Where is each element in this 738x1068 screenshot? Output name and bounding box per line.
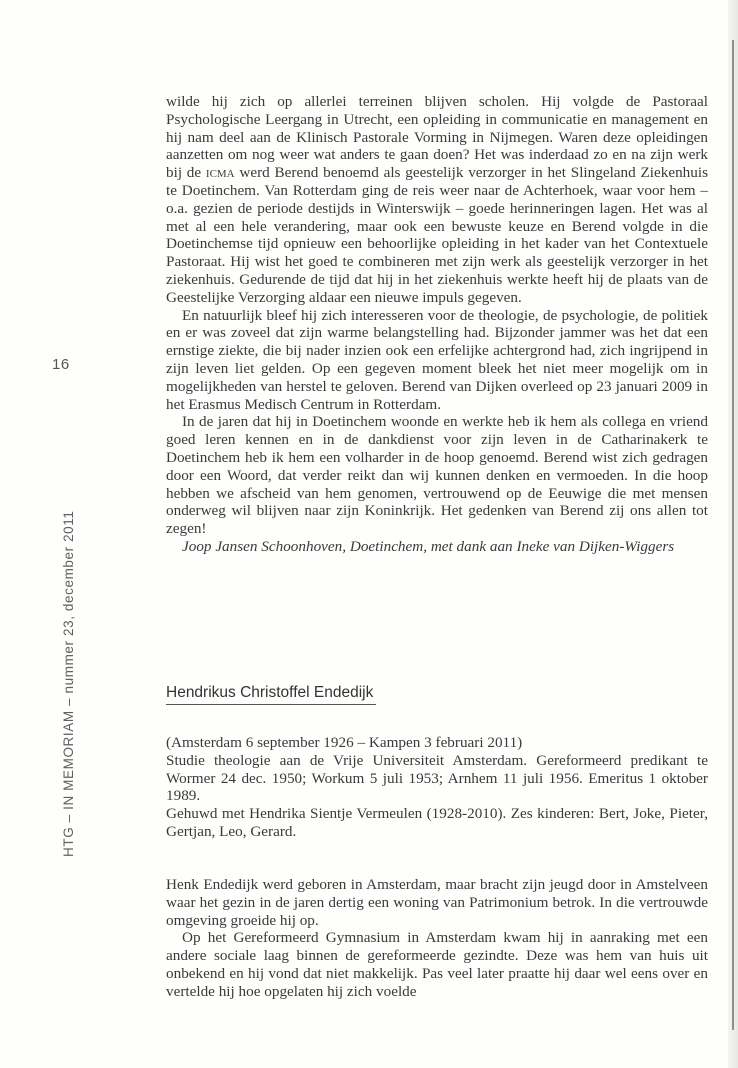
bio-career: Studie theologie aan de Vrije Universiteit Amsterdam. Gereformeerd predikant te Wormer 24 dec. 1950; Workum 5 juli 1953; Arnhem 11 juli 1956. Emeritus 1 oktober 1989. xyxy=(166,751,708,805)
running-head: HTG – IN MEMORIAM – nummer 23, december 2011 xyxy=(61,510,76,857)
paragraph: In de jaren dat hij in Doetinchem woonde en werkte heb ik hem als collega en vriend goed leren kennen en in de dankdienst voor zijn leven in de Catharinakerk te Doetinchem heb ik hem een volharder in de hoop genoemd. Berend wist zich gedragen door een Woord, dat verder reikt dan wij kunnen denken en vermoeden. In die hoop hebben we afscheid van hem genomen, vertrouwend op de Eeuwige die met mensen onderweg wil blijven naar zijn Koninkrijk. Het gedenken van Berend zij ons allen tot zegen! xyxy=(166,413,708,538)
paragraph: wilde hij zich op allerlei terreinen blijven scholen. Hij volgde de Pastoraal Psychologische Leergang in Utrecht, een opleiding in communicatie en management en hij nam deel aan de Klinisch Pastorale Vorming in Nijmegen. Waren deze opleidingen aanzetten om nog weer wat anders te gaan doen? Het was inderdaad zo en na zijn werk bij de icma werd Berend benoemd als geestelijk verzorger in het Slingeland Ziekenhuis te Doetinchem. Van Rotterdam ging de reis weer naar de Achterhoek, waar voor hem – o.a. gezien de periode destijds in Winterswijk – goede herinneringen lagen. Het was al met al een hele verandering, maar ook een bewuste keuze en Berend volgde in die Doetinchemse tijd opnieuw een behoorlijke opleiding in het kader van het Contextuele Pastoraat. Hij wist het goed te combineren met zijn werk als geestelijk verzorger in het ziekenhuis. Gedurende de tijd dat hij in het ziekenhuis werkte heeft hij de plaats van de Geestelijke Verzorging aldaar een nieuwe impuls gegeven. xyxy=(166,93,708,306)
paragraph: En natuurlijk bleef hij zich interesseren voor de theologie, de psychologie, de politiek en er was zoveel dat zijn warme belangstelling had. Bijzonder jammer was het dat een ernstige ziekte, die bij nader inzien ook een erfelijke achtergrond had, zich ingrijpend in zijn leven liet gelden. Op een gegeven moment bleek het niet meer mogelijk om in mogelijkheden van herstel te geloven. Berend van Dijken overleed op 23 januari 2009 in het Erasmus Medisch Centrum in Rotterdam. xyxy=(166,306,708,413)
bio-family: Gehuwd met Hendrika Sientje Vermeulen (1928-2010). Zes kinderen: Bert, Joke, Pieter, Gertjan, Leo, Gerard. xyxy=(166,805,708,840)
page-edge-line xyxy=(732,40,734,1030)
paragraph: Henk Endedijk werd geboren in Amsterdam, maar bracht zijn jeugd door in Amstelveen waar het gezin in de jaren dertig een woning van Patrimonium betrok. In die vertrouwde omgeving groeide hij op. xyxy=(166,876,708,929)
bio-dates: (Amsterdam 6 september 1926 – Kampen 3 februari 2011) xyxy=(166,734,523,751)
author-signature: Joop Jansen Schoonhoven, Doetinchem, met dank aan Ineke van Dijken-Wiggers xyxy=(182,537,675,555)
paragraph: Op het Gereformeerd Gymnasium in Amsterdam kwam hij in aanraking met een andere sociale laag binnen de gereformeerde gezindte. Deze was hem van huis uit onbekend en hij vond dat niet makkelijk. Pas veel later praatte hij daar wel eens over en vertelde hij hoe opgelaten hij zich voelde xyxy=(166,929,708,1000)
page-number: 16 xyxy=(52,356,70,373)
obituary-endedijk-text xyxy=(166,876,708,1001)
biographical-details xyxy=(166,734,708,841)
obituary-van-dijken-text xyxy=(166,93,708,556)
abbreviation: icma xyxy=(205,164,235,182)
section-heading: Hendrikus Christoffel Endedijk xyxy=(166,684,376,705)
